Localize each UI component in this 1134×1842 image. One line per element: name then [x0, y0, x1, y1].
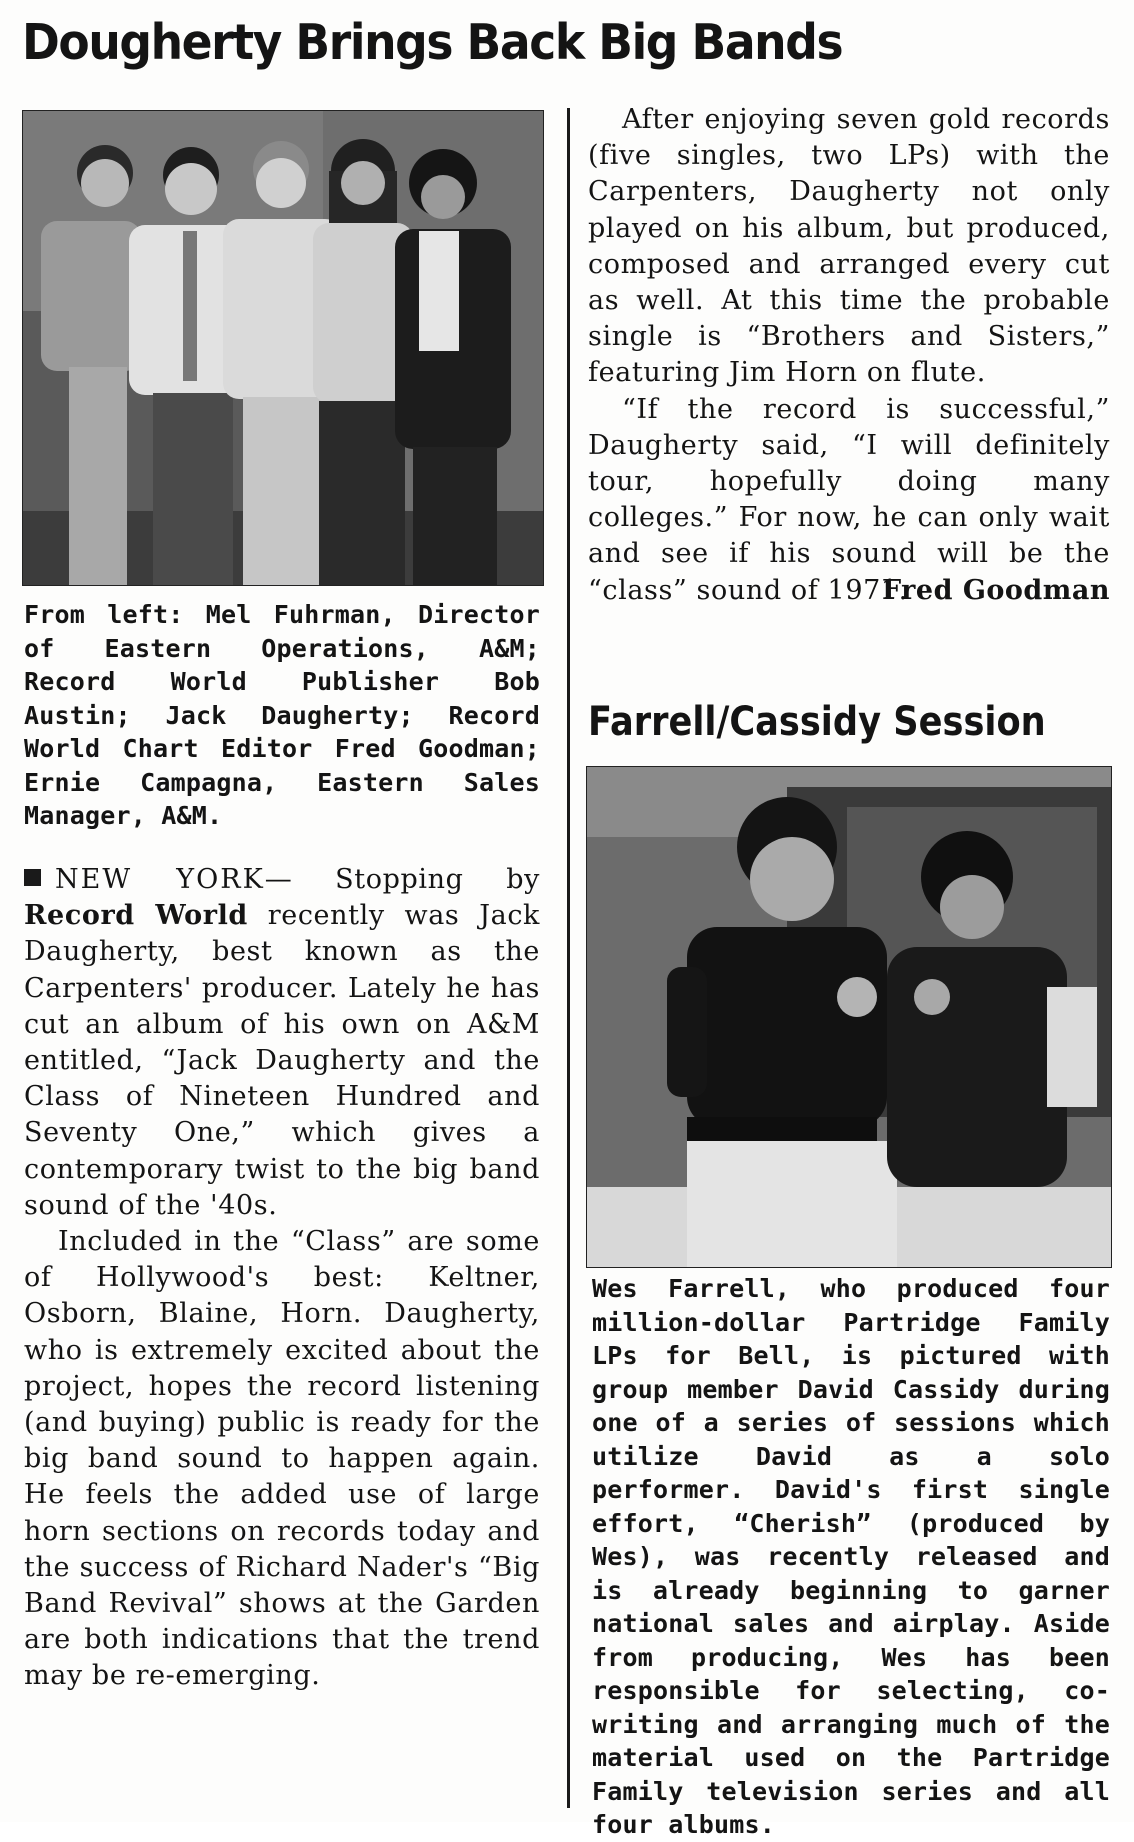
article-body-left — [24, 862, 540, 1695]
group-photo — [22, 110, 544, 586]
article-headline: Dougherty Brings Back Big Bands — [22, 14, 843, 71]
byline: Fred Goodman — [881, 574, 1110, 606]
bullet-marker — [24, 869, 41, 886]
studio-photo — [586, 766, 1112, 1268]
paragraph-1-text: recently was Jack Daugherty, best known as the Carpenters' producer. Lately he has cut an album of his own on A&M entitled, “Jack Daugherty and the Class of Nineteen Hundred and Seventy One,” which gives a contemporary twist to the big band sound of the '40s. — [24, 900, 540, 1221]
photo1-caption: From left: Mel Fuhrman, Director of Eastern Operations, A&M; Record World Publisher Bob Austin; Jack Daugherty; Record World Chart Editor Fred Goodman; Ernie Campagna, Eastern Sales Manager, A&M. — [24, 600, 540, 830]
paragraph-2: Included in the “Class” are some of Hollywood's best: Keltner, Osborn, Blaine, Horn. Daugherty, who is extremely excited about the project, hopes the record listening (and buying) public is ready for the big band sound to happen again. He feels the added use of large horn sections on records today and the success of Richard Nader's “Big Band Revival” shows at the Garden are both indications that the trend may be re-emerging. — [24, 1226, 540, 1692]
paragraph-4: “If the record is successful,” Daugherty said, “I will definitely tour, hopefully doing many colleges.” For now, he can only wait and see if his sound will be the “class” sound of 1971. — [588, 393, 1110, 606]
paragraph-3: After enjoying seven gold records (five singles, two LPs) with the Carpenters, Daugherty not only played on his album, but produced, composed and arranged every cut as well. At this time the probable single is “Brothers and Sisters,” featuring Jim Horn on flute. — [588, 104, 1110, 389]
dateline: NEW YORK — [55, 864, 265, 895]
column-divider — [567, 108, 570, 1808]
article-body-right — [588, 102, 1110, 609]
paragraph-1-lead: — Stopping by — [264, 864, 540, 895]
paragraph-1 — [24, 862, 540, 1224]
publication-name: Record World — [24, 900, 248, 932]
photo2-caption: Wes Farrell, who produced four million-dollar Partridge Family LPs for Bell, is pictured with group member David Cassidy during one of a series of sessions which utilize David as a solo performer. David's first single effort, “Cherish” (produced by Wes), was recently released and is already beginning to garner national sales and airplay. Aside from producing, Wes has been responsible for selecting, co-writing and arranging much of the material used on the Partridge Family television series and all four albums. — [592, 1274, 1110, 1839]
sidebar-headline: Farrell/Cassidy Session — [588, 699, 1046, 745]
